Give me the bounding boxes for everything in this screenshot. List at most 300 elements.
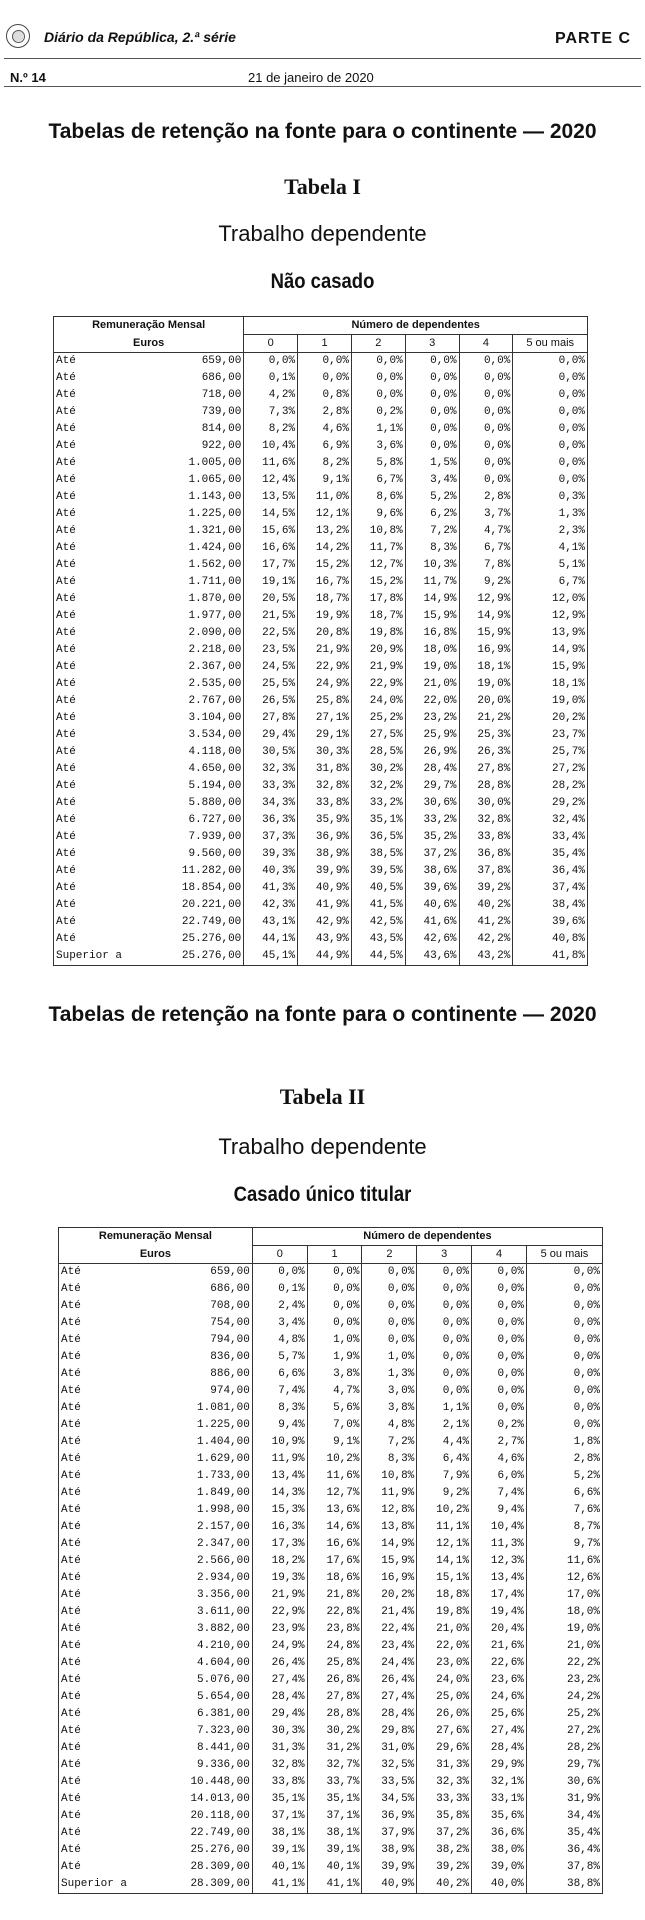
rate-cell: 13,2% <box>298 523 352 540</box>
rate-cell: 19,0% <box>526 1621 602 1638</box>
rate-cell: 17,6% <box>307 1553 362 1570</box>
rate-cell: 14,3% <box>252 1485 307 1502</box>
row-label: Até <box>54 387 154 404</box>
table-row <box>54 931 588 948</box>
rate-cell: 3,8% <box>307 1366 362 1383</box>
rate-cell: 38,8% <box>526 1876 602 1894</box>
table-row <box>59 1825 603 1842</box>
rate-cell: 10,8% <box>362 1468 417 1485</box>
rate-cell: 11,9% <box>252 1451 307 1468</box>
rate-cell: 43,6% <box>405 948 459 966</box>
rate-cell: 15,9% <box>362 1553 417 1570</box>
rate-cell: 5,1% <box>513 557 588 574</box>
rate-cell: 14,9% <box>405 591 459 608</box>
row-label: Até <box>59 1638 161 1655</box>
rate-cell: 21,0% <box>417 1621 472 1638</box>
row-label: Até <box>54 591 154 608</box>
table-row <box>59 1876 603 1894</box>
header-remuneracao: Remuneração Mensal <box>59 1228 253 1246</box>
rate-cell: 0,0% <box>472 1349 527 1366</box>
rate-cell: 0,2% <box>351 404 405 421</box>
table-row <box>54 863 588 880</box>
row-amount: 659,00 <box>160 1264 252 1282</box>
rate-cell: 45,1% <box>244 948 298 966</box>
row-label: Até <box>54 914 154 931</box>
rate-cell: 10,4% <box>472 1519 527 1536</box>
rate-cell: 37,2% <box>405 846 459 863</box>
rate-cell: 12,3% <box>472 1553 527 1570</box>
rate-cell: 11,6% <box>526 1553 602 1570</box>
rate-cell: 37,4% <box>513 880 588 897</box>
rate-cell: 0,0% <box>417 1298 472 1315</box>
rate-cell: 0,0% <box>459 421 513 438</box>
rate-cell: 0,0% <box>351 387 405 404</box>
table-row <box>59 1706 603 1723</box>
rate-cell: 0,0% <box>362 1281 417 1298</box>
rate-cell: 23,0% <box>417 1655 472 1672</box>
rate-cell: 24,6% <box>472 1689 527 1706</box>
rate-cell: 39,9% <box>298 863 352 880</box>
rate-cell: 26,5% <box>244 693 298 710</box>
row-label: Até <box>54 523 154 540</box>
rate-cell: 3,0% <box>362 1383 417 1400</box>
row-label: Até <box>54 880 154 897</box>
rate-cell: 30,0% <box>459 795 513 812</box>
rate-cell: 10,3% <box>405 557 459 574</box>
table-row <box>54 727 588 744</box>
row-amount: 1.005,00 <box>153 455 243 472</box>
table-name: Tabela I <box>284 174 361 199</box>
rate-cell: 0,0% <box>526 1332 602 1349</box>
header-dependents-col: 5 ou mais <box>513 335 588 353</box>
table-row <box>59 1519 603 1536</box>
rate-cell: 41,9% <box>298 897 352 914</box>
rate-cell: 10,2% <box>417 1502 472 1519</box>
row-amount: 3.104,00 <box>153 710 243 727</box>
rate-cell: 43,5% <box>351 931 405 948</box>
row-amount: 922,00 <box>153 438 243 455</box>
rate-cell: 17,8% <box>351 591 405 608</box>
table-row <box>54 557 588 574</box>
rate-cell: 28,4% <box>362 1706 417 1723</box>
rate-cell: 33,2% <box>405 812 459 829</box>
rate-cell: 12,4% <box>244 472 298 489</box>
rate-cell: 0,2% <box>472 1417 527 1434</box>
rate-cell: 7,2% <box>405 523 459 540</box>
rate-cell: 24,9% <box>252 1638 307 1655</box>
rate-cell: 31,8% <box>298 761 352 778</box>
rate-cell: 31,9% <box>526 1791 602 1808</box>
rate-cell: 9,2% <box>459 574 513 591</box>
row-label: Até <box>59 1706 161 1723</box>
rate-cell: 28,8% <box>459 778 513 795</box>
row-label: Até <box>59 1859 161 1876</box>
rate-cell: 0,0% <box>526 1400 602 1417</box>
header-dependents-col: 1 <box>307 1246 362 1264</box>
rate-cell: 25,0% <box>417 1689 472 1706</box>
rate-cell: 0,0% <box>472 1366 527 1383</box>
row-label: Até <box>54 727 154 744</box>
row-label: Até <box>59 1536 161 1553</box>
rate-cell: 15,2% <box>298 557 352 574</box>
rate-cell: 25,2% <box>351 710 405 727</box>
row-label: Até <box>54 710 154 727</box>
rate-cell: 35,2% <box>405 829 459 846</box>
row-amount: 1.562,00 <box>153 557 243 574</box>
rate-cell: 29,7% <box>526 1757 602 1774</box>
rate-cell: 43,2% <box>459 948 513 966</box>
row-label: Até <box>59 1604 161 1621</box>
table-row <box>54 880 588 897</box>
rate-cell: 43,1% <box>244 914 298 931</box>
rate-cell: 23,2% <box>526 1672 602 1689</box>
rate-cell: 17,7% <box>244 557 298 574</box>
row-label: Até <box>54 863 154 880</box>
rate-cell: 15,1% <box>417 1570 472 1587</box>
row-amount: 1.424,00 <box>153 540 243 557</box>
row-amount: 5.654,00 <box>160 1689 252 1706</box>
rate-cell: 1,0% <box>362 1349 417 1366</box>
rate-cell: 0,0% <box>472 1315 527 1332</box>
rate-cell: 40,5% <box>351 880 405 897</box>
rate-cell: 24,2% <box>526 1689 602 1706</box>
row-amount: 5.076,00 <box>160 1672 252 1689</box>
rate-cell: 20,8% <box>298 625 352 642</box>
row-amount: 2.218,00 <box>153 642 243 659</box>
rate-cell: 0,0% <box>472 1383 527 1400</box>
row-amount: 1.711,00 <box>153 574 243 591</box>
row-amount: 2.090,00 <box>153 625 243 642</box>
rate-cell: 31,3% <box>417 1757 472 1774</box>
table-row <box>59 1672 603 1689</box>
rate-cell: 16,8% <box>405 625 459 642</box>
rate-cell: 15,9% <box>513 659 588 676</box>
rate-cell: 40,1% <box>252 1859 307 1876</box>
row-amount: 9.560,00 <box>153 846 243 863</box>
rate-cell: 21,6% <box>472 1638 527 1655</box>
rate-cell: 26,4% <box>362 1672 417 1689</box>
rate-cell: 41,2% <box>459 914 513 931</box>
rate-cell: 31,3% <box>252 1740 307 1757</box>
marital-status: Casado único titular <box>233 1183 412 1206</box>
rate-cell: 22,9% <box>298 659 352 676</box>
rate-cell: 9,7% <box>526 1536 602 1553</box>
row-label: Até <box>59 1349 161 1366</box>
marital-status: Não casado <box>270 270 375 293</box>
rate-cell: 1,1% <box>351 421 405 438</box>
rate-cell: 14,2% <box>298 540 352 557</box>
rate-cell: 0,0% <box>526 1366 602 1383</box>
rate-cell: 0,0% <box>513 370 588 387</box>
row-label: Até <box>54 829 154 846</box>
rate-cell: 20,0% <box>459 693 513 710</box>
rate-cell: 22,5% <box>244 625 298 642</box>
rate-cell: 10,9% <box>252 1434 307 1451</box>
rate-cell: 37,9% <box>362 1825 417 1842</box>
table-row <box>54 506 588 523</box>
issue-date: 21 de janeiro de 2020 <box>248 70 374 85</box>
row-label: Até <box>59 1587 161 1604</box>
rate-cell: 7,4% <box>472 1485 527 1502</box>
rate-cell: 20,4% <box>472 1621 527 1638</box>
rate-cell: 44,1% <box>244 931 298 948</box>
rate-cell: 7,0% <box>307 1417 362 1434</box>
rate-cell: 33,7% <box>307 1774 362 1791</box>
rate-cell: 30,2% <box>351 761 405 778</box>
rate-cell: 38,4% <box>513 897 588 914</box>
rate-cell: 17,0% <box>526 1587 602 1604</box>
rate-cell: 8,2% <box>298 455 352 472</box>
rate-cell: 0,0% <box>351 353 405 371</box>
rate-cell: 27,4% <box>252 1672 307 1689</box>
rate-cell: 41,3% <box>244 880 298 897</box>
rate-cell: 21,9% <box>298 642 352 659</box>
table-row <box>54 744 588 761</box>
table-row <box>59 1791 603 1808</box>
row-amount: 1.321,00 <box>153 523 243 540</box>
rate-cell: 15,9% <box>459 625 513 642</box>
rate-cell: 22,4% <box>362 1621 417 1638</box>
rate-cell: 7,3% <box>244 404 298 421</box>
rate-cell: 38,6% <box>405 863 459 880</box>
rate-cell: 25,9% <box>405 727 459 744</box>
rate-cell: 3,7% <box>459 506 513 523</box>
rate-cell: 27,4% <box>362 1689 417 1706</box>
rate-cell: 38,1% <box>252 1825 307 1842</box>
row-amount: 18.854,00 <box>153 880 243 897</box>
rate-cell: 0,0% <box>526 1281 602 1298</box>
row-label: Até <box>59 1689 161 1706</box>
rate-cell: 0,0% <box>459 404 513 421</box>
rate-cell: 35,4% <box>513 846 588 863</box>
row-amount: 3.611,00 <box>160 1604 252 1621</box>
rate-cell: 9,6% <box>351 506 405 523</box>
row-amount: 25.276,00 <box>160 1842 252 1859</box>
rate-cell: 32,1% <box>472 1774 527 1791</box>
rate-cell: 40,3% <box>244 863 298 880</box>
rate-cell: 0,1% <box>244 370 298 387</box>
rate-cell: 0,0% <box>417 1281 472 1298</box>
table-row <box>59 1383 603 1400</box>
row-amount: 25.276,00 <box>153 931 243 948</box>
row-amount: 28.309,00 <box>160 1876 252 1894</box>
rate-cell: 22,0% <box>405 693 459 710</box>
rate-cell: 6,7% <box>459 540 513 557</box>
table-row <box>59 1587 603 1604</box>
rate-cell: 3,6% <box>351 438 405 455</box>
rate-cell: 0,0% <box>459 370 513 387</box>
rate-cell: 11,7% <box>351 540 405 557</box>
rate-cell: 25,2% <box>526 1706 602 1723</box>
row-label: Até <box>54 574 154 591</box>
row-amount: 1.065,00 <box>153 472 243 489</box>
rate-cell: 2,8% <box>459 489 513 506</box>
rate-cell: 5,7% <box>252 1349 307 1366</box>
rate-cell: 0,0% <box>472 1281 527 1298</box>
rate-cell: 0,0% <box>417 1366 472 1383</box>
header-divider-bottom <box>4 86 641 87</box>
row-label: Até <box>59 1468 161 1485</box>
header-euros: Euros <box>59 1246 253 1264</box>
table-row <box>54 948 588 966</box>
rate-cell: 26,8% <box>307 1672 362 1689</box>
row-amount: 708,00 <box>160 1298 252 1315</box>
table-row <box>59 1332 603 1349</box>
rate-cell: 18,2% <box>252 1553 307 1570</box>
rate-cell: 4,6% <box>472 1451 527 1468</box>
row-label: Até <box>54 455 154 472</box>
rate-cell: 0,0% <box>472 1400 527 1417</box>
row-amount: 7.323,00 <box>160 1723 252 1740</box>
rate-cell: 43,9% <box>298 931 352 948</box>
row-amount: 886,00 <box>160 1366 252 1383</box>
rate-cell: 19,8% <box>417 1604 472 1621</box>
table-row <box>54 387 588 404</box>
row-label: Até <box>54 540 154 557</box>
rate-cell: 0,0% <box>513 353 588 371</box>
table-row <box>59 1315 603 1332</box>
rate-cell: 27,8% <box>459 761 513 778</box>
rate-cell: 39,0% <box>472 1859 527 1876</box>
row-label: Até <box>59 1332 161 1349</box>
row-label: Até <box>54 506 154 523</box>
table-row <box>54 574 588 591</box>
rate-cell: 23,6% <box>472 1672 527 1689</box>
rate-cell: 18,0% <box>405 642 459 659</box>
header-dependents-col: 2 <box>362 1246 417 1264</box>
rate-cell: 0,0% <box>526 1349 602 1366</box>
row-label: Até <box>54 353 154 371</box>
rate-cell: 7,4% <box>252 1383 307 1400</box>
rate-cell: 36,3% <box>244 812 298 829</box>
row-label: Até <box>54 659 154 676</box>
rate-cell: 13,4% <box>252 1468 307 1485</box>
retention-table-2 <box>58 1227 603 1894</box>
table-row <box>54 846 588 863</box>
row-amount: 5.880,00 <box>153 795 243 812</box>
row-label: Até <box>54 489 154 506</box>
rate-cell: 37,2% <box>417 1825 472 1842</box>
rate-cell: 13,5% <box>244 489 298 506</box>
rate-cell: 1,3% <box>513 506 588 523</box>
row-amount: 10.448,00 <box>160 1774 252 1791</box>
rate-cell: 0,3% <box>513 489 588 506</box>
rate-cell: 29,9% <box>472 1757 527 1774</box>
rate-cell: 0,0% <box>459 472 513 489</box>
rate-cell: 40,9% <box>298 880 352 897</box>
table-row <box>54 370 588 387</box>
header-dependents-col: 3 <box>405 335 459 353</box>
rate-cell: 30,3% <box>252 1723 307 1740</box>
table-row <box>59 1451 603 1468</box>
row-amount: 4.210,00 <box>160 1638 252 1655</box>
rate-cell: 1,5% <box>405 455 459 472</box>
rate-cell: 8,2% <box>244 421 298 438</box>
rate-cell: 1,3% <box>362 1366 417 1383</box>
rate-cell: 14,9% <box>513 642 588 659</box>
rate-cell: 12,7% <box>351 557 405 574</box>
rate-cell: 11,1% <box>417 1519 472 1536</box>
rate-cell: 4,1% <box>513 540 588 557</box>
rate-cell: 44,5% <box>351 948 405 966</box>
rate-cell: 24,9% <box>298 676 352 693</box>
rate-cell: 29,8% <box>362 1723 417 1740</box>
rate-cell: 2,7% <box>472 1434 527 1451</box>
rate-cell: 0,0% <box>513 455 588 472</box>
header-dependentes: Número de dependentes <box>244 317 588 335</box>
row-amount: 739,00 <box>153 404 243 421</box>
header-dependents-col: 2 <box>351 335 405 353</box>
rate-cell: 0,0% <box>513 472 588 489</box>
rate-cell: 14,5% <box>244 506 298 523</box>
table-row <box>59 1808 603 1825</box>
rate-cell: 18,1% <box>513 676 588 693</box>
page-header <box>0 0 645 85</box>
rate-cell: 0,0% <box>362 1332 417 1349</box>
rate-cell: 19,0% <box>459 676 513 693</box>
row-amount: 1.081,00 <box>160 1400 252 1417</box>
rate-cell: 16,6% <box>244 540 298 557</box>
table-row <box>54 608 588 625</box>
rate-cell: 5,2% <box>526 1468 602 1485</box>
row-amount: 974,00 <box>160 1383 252 1400</box>
rate-cell: 0,0% <box>252 1264 307 1282</box>
rate-cell: 41,1% <box>307 1876 362 1894</box>
rate-cell: 18,0% <box>526 1604 602 1621</box>
rate-cell: 8,6% <box>351 489 405 506</box>
rate-cell: 19,0% <box>513 693 588 710</box>
rate-cell: 33,3% <box>417 1791 472 1808</box>
header-dependents-col: 0 <box>244 335 298 353</box>
table-row <box>54 523 588 540</box>
row-amount: 1.225,00 <box>153 506 243 523</box>
table-row <box>59 1740 603 1757</box>
row-label: Até <box>59 1570 161 1587</box>
table-row <box>59 1638 603 1655</box>
rate-cell: 30,3% <box>298 744 352 761</box>
rate-cell: 14,6% <box>307 1519 362 1536</box>
rate-cell: 5,8% <box>351 455 405 472</box>
rate-cell: 11,0% <box>298 489 352 506</box>
section-title: Tabelas de retenção na fonte para o continente — 2020 <box>48 1003 597 1026</box>
table-row <box>54 438 588 455</box>
row-label: Até <box>54 608 154 625</box>
rate-cell: 32,5% <box>362 1757 417 1774</box>
row-amount: 22.749,00 <box>153 914 243 931</box>
rate-cell: 39,6% <box>513 914 588 931</box>
row-amount: 1.870,00 <box>153 591 243 608</box>
rate-cell: 33,4% <box>513 829 588 846</box>
rate-cell: 7,8% <box>459 557 513 574</box>
rate-cell: 20,5% <box>244 591 298 608</box>
row-label: Superior a <box>59 1876 161 1894</box>
rate-cell: 32,7% <box>307 1757 362 1774</box>
rate-cell: 29,2% <box>513 795 588 812</box>
rate-cell: 19,1% <box>244 574 298 591</box>
rate-cell: 18,8% <box>417 1587 472 1604</box>
rate-cell: 30,6% <box>526 1774 602 1791</box>
rate-cell: 27,1% <box>298 710 352 727</box>
row-label: Até <box>59 1774 161 1791</box>
row-amount: 1.404,00 <box>160 1434 252 1451</box>
rate-cell: 14,1% <box>417 1553 472 1570</box>
header-euros: Euros <box>54 335 244 353</box>
rate-cell: 6,7% <box>351 472 405 489</box>
row-label: Até <box>54 931 154 948</box>
rate-cell: 29,4% <box>244 727 298 744</box>
row-label: Até <box>54 404 154 421</box>
rate-cell: 0,0% <box>526 1417 602 1434</box>
